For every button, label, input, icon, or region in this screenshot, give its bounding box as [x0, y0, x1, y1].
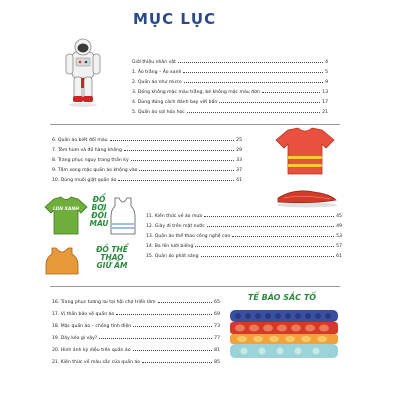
toc-entry-10[interactable]: 10. Dùng muối giặt quần áo 41 — [52, 178, 242, 183]
caption-do-the-thao-giu-am: ĐỒ THỂ THAO GIỮ ẤM — [96, 245, 128, 270]
divider — [50, 124, 340, 125]
red-tshirt-illustration — [274, 126, 336, 176]
shirt-text: LÙN XANH — [52, 207, 80, 212]
divider — [50, 286, 340, 287]
toc-entry-12[interactable]: 12. Giày đi trên mặt nước 49 — [146, 224, 342, 229]
toc-entry-7[interactable]: 7. Tôm hùm và đồ hàng không 29 — [52, 148, 242, 153]
toc-entry-6[interactable]: 6. Quần áo biết đổi màu 25 — [52, 138, 242, 143]
toc-entry-21[interactable]: 21. Kiến thức về màu sắc của quần áo 85 — [52, 360, 220, 365]
toc-entry-intro[interactable]: Giới thiệu nhân vật 4 — [132, 60, 328, 65]
tank-top-illustration — [108, 196, 138, 236]
orange-tank-illustration — [44, 246, 80, 276]
toc-entry-1[interactable]: 1. Áo trắng – Áo xanh 5 — [132, 70, 328, 75]
toc-entry-13[interactable]: 13. Quần áo thể thao công nghệ cao 53 — [146, 234, 342, 239]
folded-cloth-illustration — [274, 186, 340, 208]
toc-entry-17[interactable]: 17. Vị thần bảo vệ quần áo 69 — [52, 312, 220, 317]
toc-entry-4[interactable]: 4. Dùng đúng cách đánh bay vết bẩn 17 — [132, 100, 328, 105]
caption-do-boi-doi-mau: ĐỔ BƠI ĐỔI MÀU — [89, 195, 109, 228]
toc-entry-2[interactable]: 2. Quần áo như micro 9 — [132, 80, 328, 85]
toc-entry-19[interactable]: 19. Dây kéo gì vậy? 77 — [52, 336, 220, 341]
toc-entry-15[interactable]: 15. Quần áo phát sáng 61 — [146, 254, 342, 259]
toc-entry-20[interactable]: 20. Hình ảnh kỳ diệu trên quần áo 81 — [52, 348, 220, 353]
astronaut-illustration — [62, 38, 104, 108]
toc-entry-5[interactable]: 5. Quần áo sợi hóa học 21 — [132, 110, 328, 115]
pigment-cells-illustration — [228, 308, 340, 362]
toc-entry-3[interactable]: 3. Đồng không mặc màu trắng, bé không mặc màu đơn 13 — [132, 90, 328, 95]
toc-entry-16[interactable]: 16. Trang phục tương lai tại hội chợ triển lãm 65 — [52, 300, 220, 305]
toc-entry-9[interactable]: 9. Tắm xong mặc quần áo không vào 37 — [52, 168, 242, 173]
toc-entry-11[interactable]: 11. Kiến thức về áo mưa 45 — [146, 214, 342, 219]
page-title: MỤC LỤC — [133, 10, 217, 28]
toc-entry-8[interactable]: 8. Trang phục nguy trang thần kỳ 33 — [52, 158, 242, 163]
green-tshirt-illustration — [44, 196, 88, 236]
toc-entry-14[interactable]: 14. Ba lên lười biếng 57 — [146, 244, 342, 249]
toc-entry-18[interactable]: 18. Mặc quần áo – chống tĩnh điện 73 — [52, 324, 220, 329]
caption-te-bao-sac-to: TẾ BÀO SẮC TỐ — [247, 293, 317, 302]
